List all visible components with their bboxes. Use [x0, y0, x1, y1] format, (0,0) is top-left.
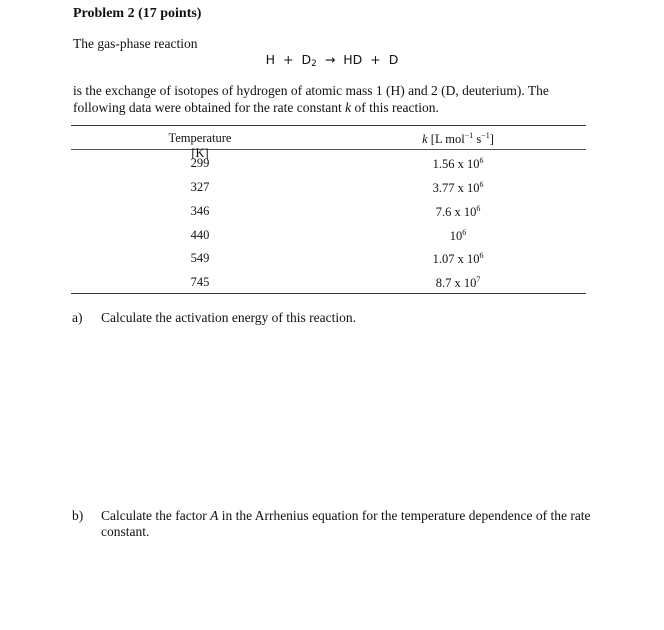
description-text: is the exchange of isotopes of hydrogen of atomic mass 1 (H) and 2 (D, deuterium). The following data were obtained for the rate constant k of this reaction. — [73, 83, 549, 115]
question-a-label: a) — [72, 310, 83, 325]
product-hd: HD — [343, 52, 363, 67]
temperature-cell: 745 — [190, 275, 210, 289]
table-header-rule — [71, 149, 586, 150]
rate-constant-cell: 7.6 x $10^6$ — [435, 204, 481, 219]
temperature-cell: 327 — [190, 180, 210, 194]
question-b-label: b) — [72, 508, 84, 523]
table-bottom-rule — [71, 293, 586, 294]
temperature-cell: 440 — [190, 228, 210, 242]
plus-sign: + — [282, 52, 294, 67]
rate-constant-cell: 8.7 x $10^7$ — [435, 275, 481, 290]
reactant-d2: $D_2$ — [301, 52, 317, 69]
temperature-cell: 299 — [190, 156, 210, 170]
rate-constant-cell: $10^6$ — [449, 228, 467, 243]
temperature-cell: 346 — [190, 204, 210, 218]
product-d: D — [388, 52, 399, 67]
question-a-text: Calculate the activation energy of this reaction. — [101, 310, 357, 325]
arrow-icon: → — [324, 52, 336, 67]
intro-text: The gas-phase reaction — [73, 36, 198, 51]
rate-constant-cell: 1.07 x $10^6$ — [432, 251, 484, 266]
header-temperature: Temperature [K] — [168, 131, 232, 160]
question-b-text: Calculate the factor A in the Arrhenius equation for the temperature dependence of the rate constant. — [101, 508, 591, 539]
reactant-h: H — [265, 52, 275, 67]
table-top-rule — [71, 125, 586, 126]
reaction-equation — [0, 52, 664, 69]
header-rate-constant: k [L mol$^{-1}$ $s^{-1}$] — [422, 131, 494, 146]
temperature-cell: 549 — [190, 251, 210, 265]
plus-sign: + — [370, 52, 381, 67]
rate-constant-cell: 1.56 x $10^6$ — [432, 156, 484, 171]
problem-title: Problem 2 (17 points) — [73, 6, 202, 21]
rate-constant-cell: 3.77 x $10^6$ — [432, 180, 484, 195]
